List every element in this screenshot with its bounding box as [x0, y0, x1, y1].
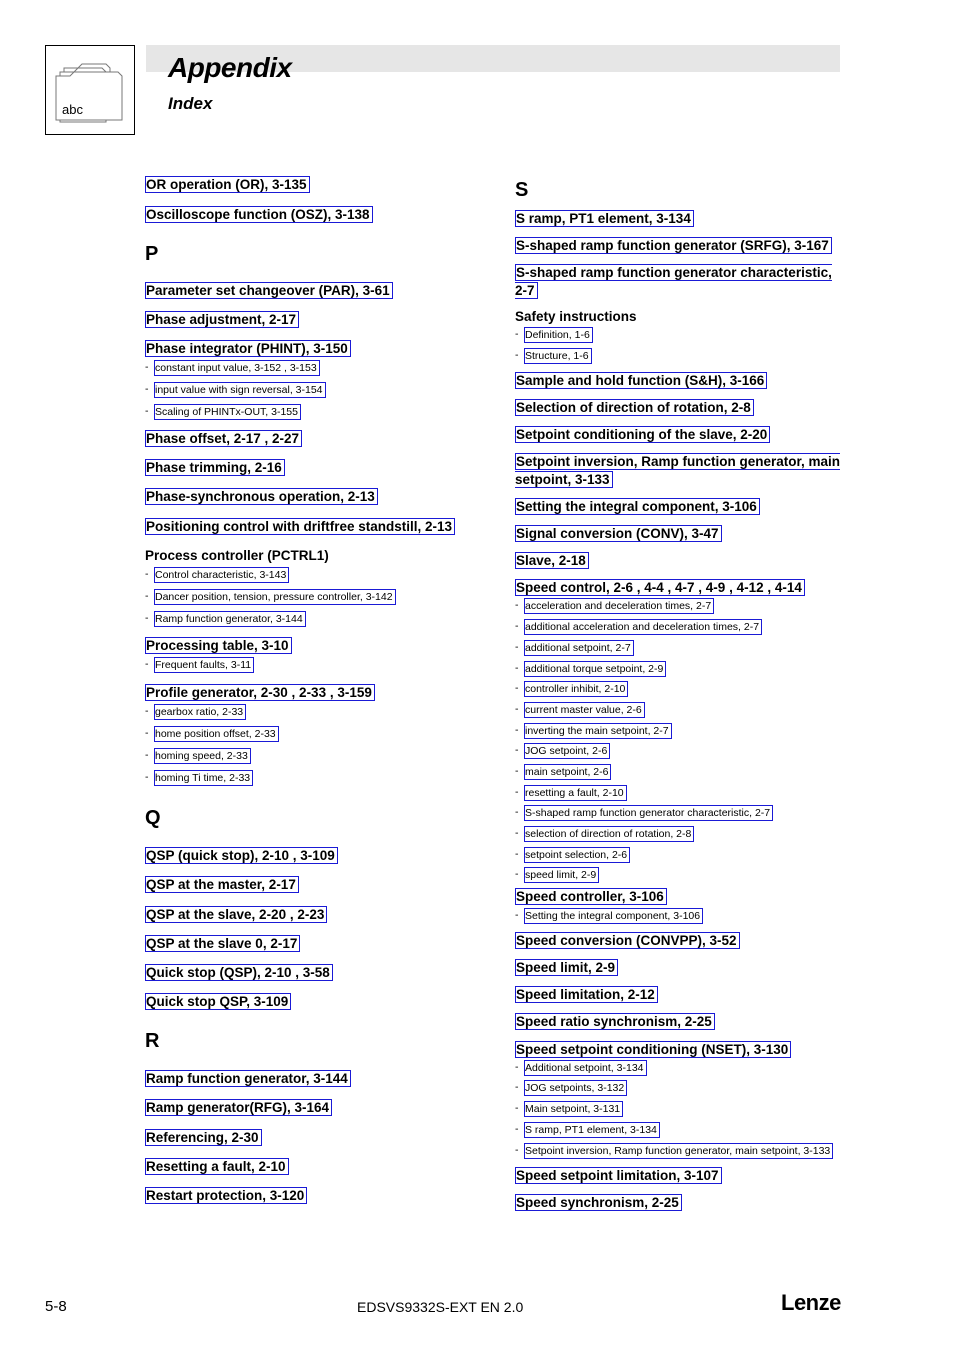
index-subentry-link[interactable]: - JOG setpoints, 3-132 [515, 1080, 845, 1096]
index-subentry-link[interactable]: - gearbox ratio, 2-33 [145, 704, 475, 720]
index-entry-link[interactable]: Resetting a fault, 2-10 [145, 1158, 475, 1176]
index-entry-link[interactable]: Speed limitation, 2-12 [515, 986, 845, 1004]
index-subentry-link[interactable]: - Dancer position, tension, pressure controller, 3-142 [145, 589, 475, 605]
index-entry-link[interactable]: Phase adjustment, 2-17 [145, 311, 475, 329]
index-subentry-link[interactable]: - S-shaped ramp function generator characteristic, 2-7 [515, 805, 845, 821]
index-subentry-link[interactable]: - home position offset, 2-33 [145, 726, 475, 742]
index-subentry-link[interactable]: - input value with sign reversal, 3-154 [145, 382, 475, 398]
index-entry-link[interactable]: Phase integrator (PHINT), 3-150 [145, 340, 475, 358]
index-subentry-link[interactable]: - Setting the integral component, 3-106 [515, 908, 845, 924]
index-letter: Q [145, 807, 161, 829]
index-subentry-link[interactable]: - Structure, 1-6 [515, 348, 845, 364]
index-entry-link[interactable]: Speed setpoint limitation, 3-107 [515, 1167, 845, 1185]
index-subentry-link[interactable]: - Additional setpoint, 3-134 [515, 1060, 845, 1076]
index-entry-link[interactable]: Restart protection, 3-120 [145, 1187, 475, 1205]
index-entry-link[interactable]: Phase offset, 2-17 , 2-27 [145, 430, 475, 448]
index-entry-link[interactable]: QSP at the master, 2-17 [145, 876, 475, 894]
index-subentry-link[interactable]: - inverting the main setpoint, 2-7 [515, 723, 845, 739]
index-heading: Safety instructions [515, 309, 637, 324]
index-entry-link[interactable]: QSP (quick stop), 2-10 , 3-109 [145, 847, 475, 865]
index-entry-link[interactable]: Positioning control with driftfree standstill, 2-13 [145, 518, 475, 536]
index-entry-link[interactable]: Oscilloscope function (OSZ), 3-138 [145, 206, 475, 224]
index-subentry-link[interactable]: - selection of direction of rotation, 2-8 [515, 826, 845, 842]
index-subentry-link[interactable]: - Frequent faults, 3-11 [145, 657, 475, 673]
index-column-right [515, 176, 845, 1212]
index-entry-link[interactable]: Signal conversion (CONV), 3-47 [515, 525, 845, 543]
index-entry-link[interactable]: Slave, 2-18 [515, 552, 845, 570]
index-subentry-link[interactable]: - constant input value, 3-152 , 3-153 [145, 360, 475, 376]
index-subentry-link[interactable]: - current master value, 2-6 [515, 702, 845, 718]
index-entry-link[interactable]: Speed ratio synchronism, 2-25 [515, 1013, 845, 1031]
folder-icon [46, 46, 134, 134]
index-entry-link[interactable]: Speed setpoint conditioning (NSET), 3-130 [515, 1041, 845, 1059]
index-subentry-link[interactable]: - resetting a fault, 2-10 [515, 785, 845, 801]
chapter-logo [45, 45, 135, 135]
index-subentry-link[interactable]: - Definition, 1-6 [515, 327, 845, 343]
index-subentry-link[interactable]: - Ramp function generator, 3-144 [145, 611, 475, 627]
index-entry-link[interactable]: Setpoint inversion, Ramp function generator, main setpoint, 3-133 [515, 454, 841, 487]
index-entry-link[interactable]: Ramp function generator, 3-144 [145, 1070, 475, 1088]
brand-logo: Lenze [781, 1290, 841, 1315]
index-subentry-link[interactable]: - controller inhibit, 2-10 [515, 681, 845, 697]
index-entry-link[interactable]: Sample and hold function (S&H), 3-166 [515, 372, 845, 390]
index-subentry-link[interactable]: - JOG setpoint, 2-6 [515, 743, 845, 759]
index-entry-link[interactable]: Speed limit, 2-9 [515, 959, 845, 977]
index-subentry-link[interactable]: - homing speed, 2-33 [145, 748, 475, 764]
index-entry-link[interactable]: QSP at the slave, 2-20 , 2-23 [145, 906, 475, 924]
index-entry-link[interactable]: Setpoint conditioning of the slave, 2-20 [515, 426, 845, 444]
index-subentry-link[interactable]: - additional acceleration and deceleration times, 2-7 [515, 619, 845, 635]
page-number: 5-8 [45, 1298, 67, 1315]
index-entry-link[interactable]: OR operation (OR), 3-135 [145, 176, 475, 194]
index-subentry-link[interactable]: - main setpoint, 2-6 [515, 764, 845, 780]
index-entry-link[interactable]: Quick stop (QSP), 2-10 , 3-58 [145, 964, 475, 982]
index-subentry-link[interactable]: - speed limit, 2-9 [515, 867, 845, 883]
logo-text: abc [62, 102, 83, 117]
index-entry-link[interactable]: S-shaped ramp function generator characteristic, 2-7 [515, 265, 832, 298]
index-entry-link[interactable]: Ramp generator(RFG), 3-164 [145, 1099, 475, 1117]
index-heading: Process controller (PCTRL1) [145, 548, 329, 563]
index-letter: P [145, 243, 159, 265]
index-entry-link[interactable]: Phase-synchronous operation, 2-13 [145, 488, 475, 506]
index-column-left [145, 176, 475, 1205]
index-entry-link[interactable]: S-shaped ramp function generator (SRFG), 3-167 [515, 237, 845, 255]
index-subentry-link[interactable]: - Main setpoint, 3-131 [515, 1101, 845, 1117]
index-subentry-link[interactable]: - Scaling of PHINTx-OUT, 3-155 [145, 404, 475, 420]
index-entry-link[interactable]: Processing table, 3-10 [145, 637, 475, 655]
document-id: EDSVS9332S-EXT EN 2.0 [357, 1299, 524, 1315]
index-subentry-link[interactable]: - S ramp, PT1 element, 3-134 [515, 1122, 845, 1138]
index-entry-link[interactable]: Speed conversion (CONVPP), 3-52 [515, 932, 845, 950]
index-entry-link[interactable]: Speed synchronism, 2-25 [515, 1194, 845, 1212]
index-entry-link[interactable]: Referencing, 2-30 [145, 1129, 475, 1147]
index-entry-link[interactable]: Setting the integral component, 3-106 [515, 498, 845, 516]
index-entry-link[interactable]: Speed control, 2-6 , 4-4 , 4-7 , 4-9 , 4-12 , 4-14 [515, 579, 845, 597]
index-subentry-link[interactable]: - Control characteristic, 3-143 [145, 567, 475, 583]
index-entry-link[interactable]: Parameter set changeover (PAR), 3-61 [145, 282, 475, 300]
index-subentry-link[interactable]: - setpoint selection, 2-6 [515, 847, 845, 863]
index-subentry-link[interactable]: - homing Ti time, 2-33 [145, 770, 475, 786]
index-entry-link[interactable]: Profile generator, 2-30 , 2-33 , 3-159 [145, 684, 475, 702]
index-entry-link[interactable]: Phase trimming, 2-16 [145, 459, 475, 477]
index-entry-link[interactable]: Selection of direction of rotation, 2-8 [515, 399, 845, 417]
index-subentry-link[interactable]: - additional setpoint, 2-7 [515, 640, 845, 656]
index-entry-link[interactable]: QSP at the slave 0, 2-17 [145, 935, 475, 953]
index-letter: S [515, 179, 529, 201]
index-subentry-link[interactable]: - Setpoint inversion, Ramp function generator, main setpoint, 3-133 [515, 1143, 845, 1159]
index-subentry-link[interactable]: - additional torque setpoint, 2-9 [515, 661, 845, 677]
index-entry-link[interactable]: Quick stop QSP, 3-109 [145, 993, 475, 1011]
page-subtitle: Index [168, 94, 213, 113]
index-entry-link[interactable]: Speed controller, 3-106 [515, 888, 845, 906]
index-subentry-link[interactable]: - acceleration and deceleration times, 2-7 [515, 598, 845, 614]
page-title: Appendix [168, 52, 292, 83]
index-entry-link[interactable]: S ramp, PT1 element, 3-134 [515, 210, 845, 228]
index-letter: R [145, 1030, 160, 1052]
